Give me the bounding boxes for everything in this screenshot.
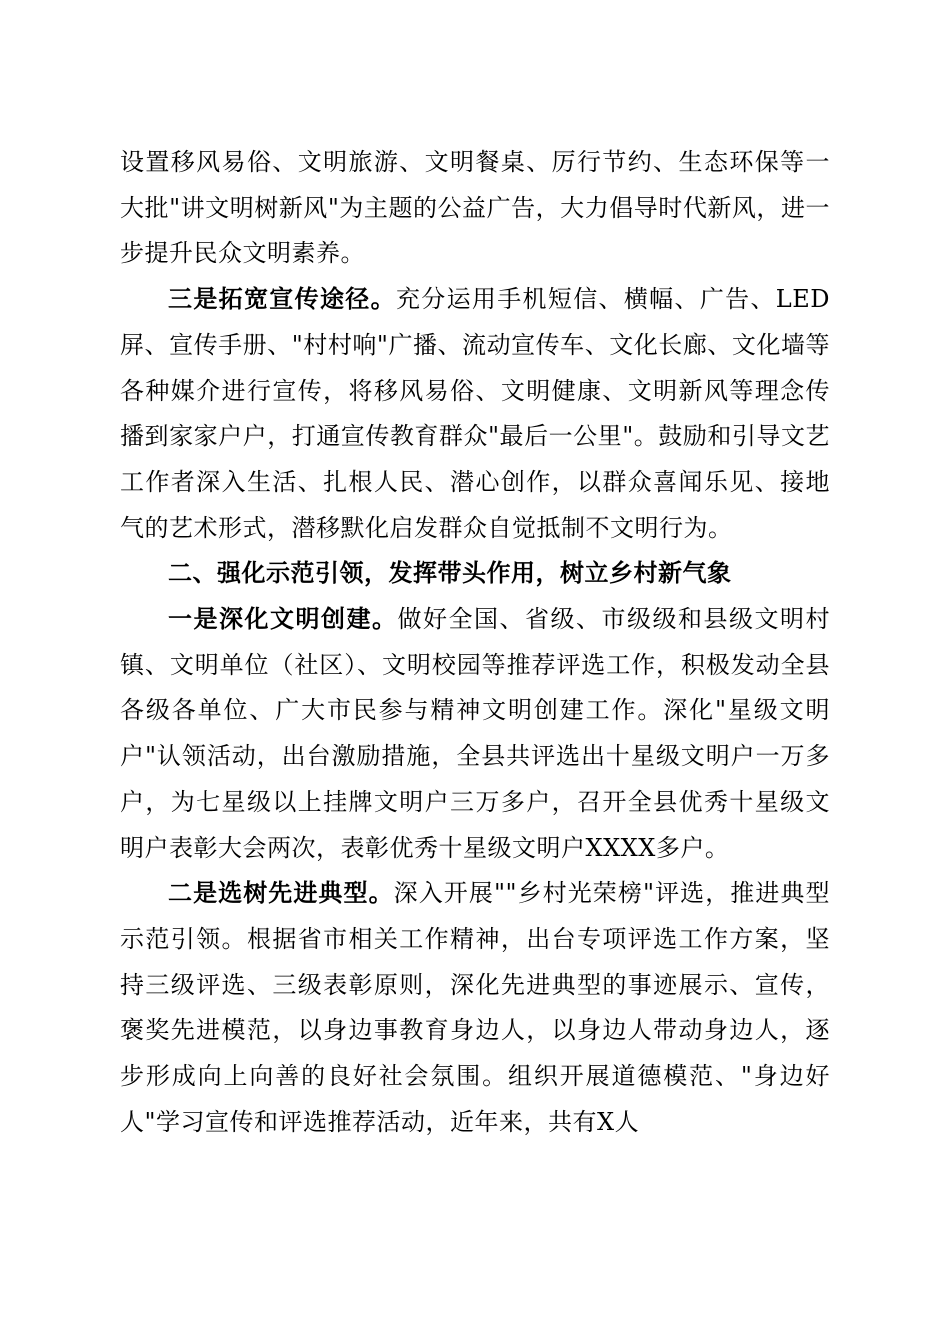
document-body <box>120 140 830 1145</box>
paragraph-publicity-channels <box>120 277 830 551</box>
paragraph-text: 深入开展""乡村光荣榜"评选，推进典型示范引领。根据省市相关工作精神，出台专项评选工作方案，坚持三级评选、三级表彰原则，深化先进典型的事迹展示、宣传，褒奖先进模范，以身边事教育身边人，以身边人带动身边人，逐步形成向上向善的良好社会氛围。组织开展道德模范、"身边好人"学习宣传和评选推荐活动，近年来，共有X人 <box>120 879 830 1136</box>
paragraph-civilization-creation <box>120 597 830 871</box>
paragraph-advanced-models <box>120 871 830 1145</box>
paragraph-text: 做好全国、省级、市级级和县级文明村镇、文明单位（社区）、文明校园等推荐评选工作，积极发动全县各级各单位、广大市民参与精神文明创建工作。深化"星级文明户"认领活动，出台激励措施，全县共评选出十星级文明户一万多户，为七星级以上挂牌文明户三万多户，召开全县优秀十星级文明户表彰大会两次，表彰优秀十星级文明户XXXX多户。 <box>120 605 830 862</box>
paragraph-text: 充分运用手机短信、横幅、广告、LED屏、宣传手册、"村村响"广播、流动宣传车、文化长廊、文化墙等各种媒介进行宣传，将移风易俗、文明健康、文明新风等理念传播到家家户户，打通宣传教育群众"最后一公里"。鼓励和引导文艺工作者深入生活、扎根人民、潜心创作，以群众喜闻乐见、接地气的艺术形式，潜移默化启发群众自觉抵制不文明行为。 <box>120 285 831 542</box>
paragraph-lead: 三是拓宽宣传途径。 <box>168 285 396 314</box>
paragraph-advertising <box>120 140 830 277</box>
paragraph-lead: 二是选树先进典型。 <box>168 879 394 908</box>
paragraph-text: 设置移风易俗、文明旅游、文明餐桌、厉行节约、生态环保等一大批"讲文明树新风"为主题的公益广告，大力倡导时代新风，进一步提升民众文明素养。 <box>120 148 830 268</box>
section-heading: 二、强化示范引领，发挥带头作用，树立乡村新气象 <box>168 559 732 588</box>
paragraph-lead: 一是深化文明创建。 <box>168 605 398 634</box>
